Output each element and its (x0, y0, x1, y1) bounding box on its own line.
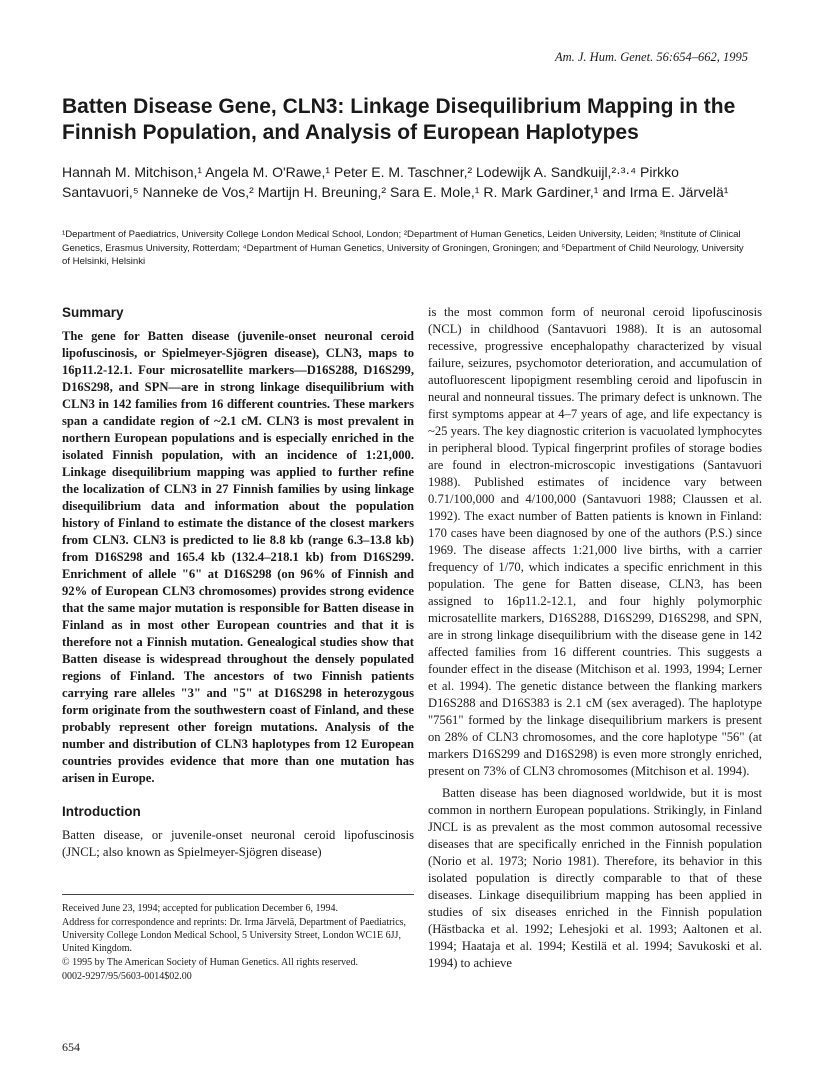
copyright-notice: © 1995 by The American Society of Human Genetics. All rights reserved. (62, 957, 358, 968)
author-list: Hannah M. Mitchison,¹ Angela M. O'Rawe,¹ Peter E. M. Taschner,² Lodewijk A. Sandkuijl,²·³·⁴ Pirkko Santavuori,⁵ Nanneke de Vos,² Martijn H. Breuning,² Sara E. Mole,¹ R. Mark Gardiner,¹ and Irma E. Järvelä¹ (62, 164, 729, 200)
body-paragraph-2: Batten disease has been diagnosed worldwide, but it is most common in northern European populations. Strikingly, in Finland JNCL is as prevalent as the most common autosomal recessive diseases that are specifically enriched in the Finnish population (Norio et al. 1973; Norio 1981). Therefore, its behavior in this isolated population is directly comparable to that of these diseases. Linkage disequilibrium mapping has been applied in studies of six diseases enriched in the Finnish population (Hästbacka et al. 1992; Lehesjoki et al. 1993; Aaltonen et al. 1994; Haataja et al. 1994; Kestilä et al. 1994; Savukoski et al. 1994) to achieve (428, 786, 762, 970)
page-number: 654 (62, 1040, 80, 1054)
issn-code: 0002-9297/95/5603-0014$02.00 (62, 971, 192, 982)
journal-reference: Am. J. Hum. Genet. 56:654–662, 1995 (554, 50, 748, 64)
right-column (428, 304, 762, 972)
introduction-text: Batten disease, or juvenile-onset neuronal ceroid lipofuscinosis (JNCL; also known as Spielmeyer-Sjögren disease) (62, 828, 414, 859)
footnote (62, 902, 414, 984)
summary-heading: Summary (62, 305, 124, 320)
article-title: Batten Disease Gene, CLN3: Linkage Disequilibrium Mapping in the Finnish Population, and Analysis of European Haplotypes (62, 95, 736, 144)
body-paragraph-1: is the most common form of neuronal ceroid lipofuscinosis (NCL) in childhood (Santavuori 1988). It is an autosomal recessive, progressive encephalopathy characterized by visual failure, seizures, psychomotor deterioration, and accumulation of autofluorescent lipopigment resembling ceroid and lipofuscin in neural and nonneural tissues. The primary defect is unknown. The first symptoms appear at 4–7 years of age, and life expectancy is ~25 years. The key diagnostic criterion is vacuolated lymphocytes in peripheral blood. Typical fingerprint profiles of storage bodies are found in electron-microscopic investigations (Santavuori 1988). Published estimates of incidence vary between 0.71/100,000 and 4/100,000 (Santavuori 1988; Claussen et al. 1992). The exact number of Batten patients is known in Finland: 170 cases have been diagnosed by one of the authors (P.S.) since 1969. The disease affects 1:21,000 live births, with a carrier frequency of 1/70, which indicates a specific enrichment in this population. The gene for Batten disease, CLN3, has been assigned to 16p11.2-12.1, and four highly polymorphic microsatellite markers, D16S288, D16S299, D16S298, and SPN, are in strong linkage disequilibrium with the disease gene in 142 affected families from 16 different countries. This suggests a founder effect in the disease (Mitchison et al. 1993, 1994; Lerner et al. 1994). The genetic distance between the flanking markers D16S288 and D16S383 is 2.1 cM (sex averaged). The haplotype "7561" formed by the linkage disequilibrium markers is present on 28% of CLN3 chromosomes, and the core haplotype "56" (at markers D16S299 and D16S298) is even more strongly enriched, present on 73% of CLN3 chromosomes (Mitchison et al. 1994). (428, 305, 762, 778)
footnote-divider (62, 894, 414, 895)
affiliations: ¹Department of Paediatrics, University College London Medical School, London; ²Department of Human Genetics, Leiden University, Leiden; ³Institute of Clinical Genetics, Erasmus University, Rotterdam; ⁴Department of Human Genetics, University of Groningen, Groningen; and ⁵Department of Child Neurology, University of Helsinki, Helsinki (62, 229, 744, 267)
summary-text: The gene for Batten disease (juvenile-onset neuronal ceroid lipofuscinosis, or Spielmeyer-Sjögren disease), CLN3, maps to 16p11.2-12.1. Four microsatellite markers—D16S288, D16S299, D16S298, and SPN—are in strong linkage disequilibrium with CLN3 in 142 families from 16 different countries. These markers span a candidate region of ~2.1 cM. CLN3 is most prevalent in northern European populations and is especially enriched in the isolated Finnish population, with an incidence of 1:21,000. Linkage disequilibrium mapping was applied to further refine the localization of CLN3 in 27 Finnish families by using linkage disequilibrium data and information about the population history of Finland to estimate the distance of the closest markers from CLN3. CLN3 is predicted to lie 8.8 kb (range 6.3–13.8 kb) from D16S298 and 165.4 kb (132.4–218.1 kb) from D16S299. Enrichment of allele "6" at D16S298 (on 96% of Finnish and 92% of European CLN3 chromosomes) provides strong evidence that the same major mutation is responsible for Batten disease in Finland as in most other European countries and that it is therefore not a Finnish mutation. Genealogical studies show that Batten disease is widespread throughout the densely populated regions of Finland. The ancestors of two Finnish patients carrying rare alleles "3" and "5" at D16S298 in heterozygous form originate from the southwestern coast of Finland, and these probably represent other foreign mutations. Analysis of the number and distribution of CLN3 haplotypes from 12 European countries provides evidence that more than one mutation has arisen in Europe. (62, 329, 414, 785)
correspondence-address: Address for correspondence and reprints: Dr. Irma Järvelä, Department of Paediatrics, University College London Medical School, 5 University Street, London WC1E 6JJ, United Kingdom. (62, 917, 407, 954)
introduction-heading: Introduction (62, 804, 141, 819)
left-column (62, 304, 414, 861)
received-dates: Received June 23, 1994; accepted for publication December 6, 1994. (62, 903, 339, 914)
